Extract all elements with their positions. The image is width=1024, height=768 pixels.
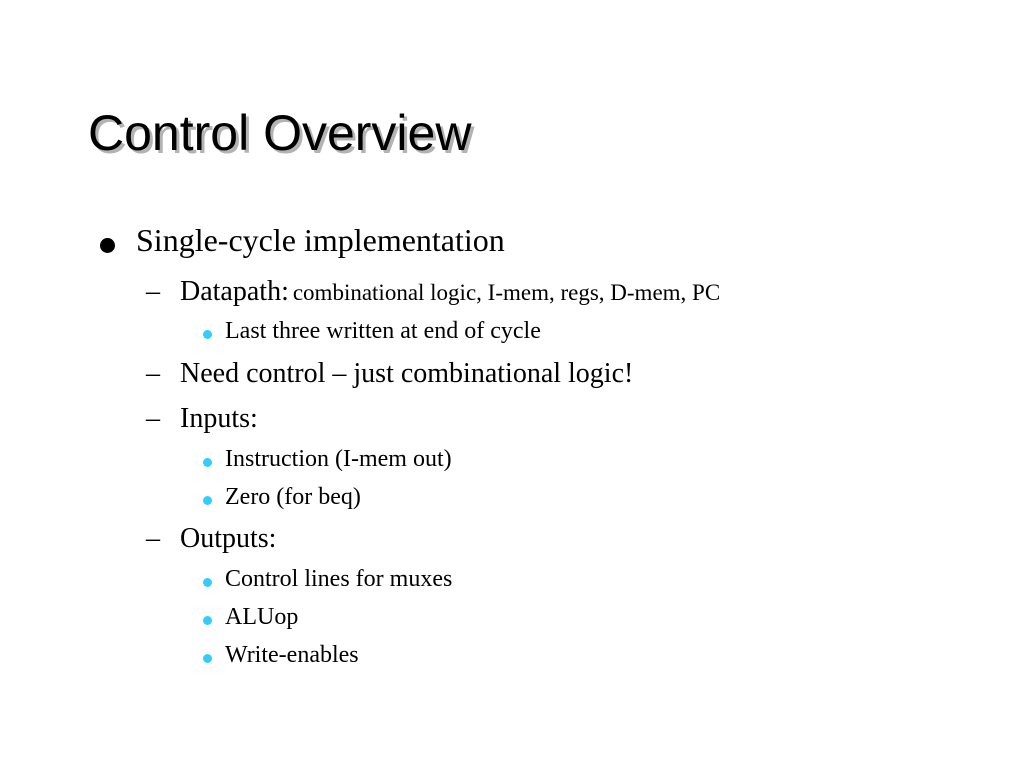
slide-title: Control Overview: [88, 105, 472, 161]
bullet-write-enables: Write-enables: [225, 642, 359, 668]
bullet-need-control: Need control – just combinational logic!: [180, 358, 634, 389]
bullet-single-cycle: Single-cycle implementation: [136, 222, 505, 258]
bullet-zero: Zero (for beq): [225, 484, 361, 510]
bullet-last-three: Last three written at end of cycle: [225, 318, 541, 344]
dash-marker: –: [146, 358, 160, 389]
bullet-inputs: Inputs:: [180, 403, 258, 434]
bullet-dot-icon: [203, 496, 212, 505]
dash-marker: –: [146, 276, 160, 307]
bullet-control-lines: Control lines for muxes: [225, 566, 453, 592]
datapath-label: Datapath:: [180, 276, 289, 307]
bullet-dot-icon: [203, 654, 212, 663]
bullet-dot-icon: [203, 578, 212, 587]
bullet-dot-icon: [203, 616, 212, 625]
bullet-instruction: Instruction (I-mem out): [225, 446, 452, 472]
bullet-outputs: Outputs:: [180, 523, 277, 554]
dash-marker: –: [146, 403, 160, 434]
bullet-dot-icon: [203, 330, 212, 339]
dash-marker: –: [146, 523, 160, 554]
bullet-aluop: ALUop: [225, 604, 299, 630]
bullet-dot-icon: [203, 458, 212, 467]
bullet-dot-icon: [100, 238, 115, 253]
bullet-datapath: [180, 276, 720, 308]
datapath-detail: combinational logic, I-mem, regs, D-mem, PC: [292, 280, 721, 305]
